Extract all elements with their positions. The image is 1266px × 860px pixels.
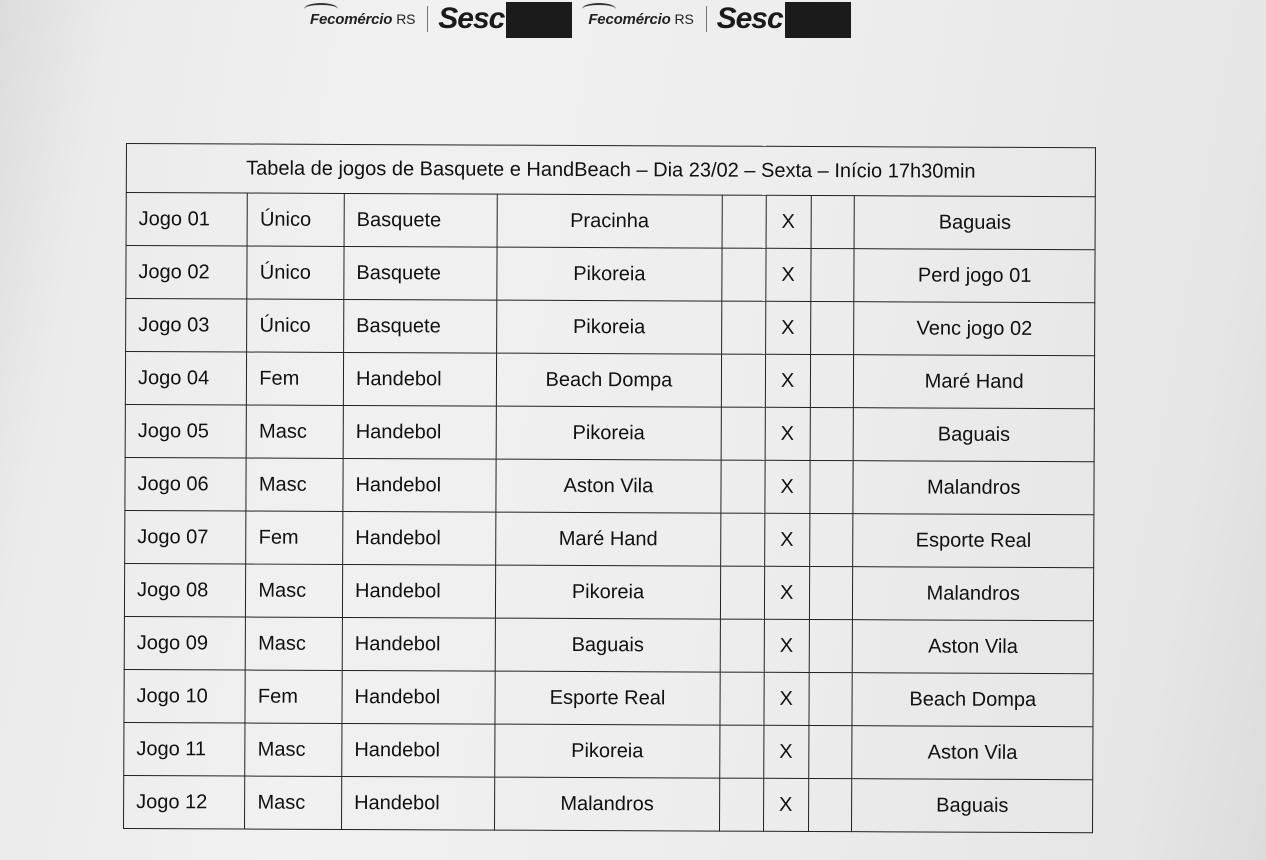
table-row <box>125 457 1094 514</box>
category-cell: Fem <box>247 352 344 405</box>
table-row <box>125 510 1094 567</box>
away-team-cell: Aston Vila <box>853 620 1094 674</box>
score-cell-away <box>810 301 854 354</box>
versus-cell: X <box>764 672 809 725</box>
sesc-logo: Sesc <box>716 2 783 35</box>
table-body <box>124 193 1096 833</box>
sesc-logo: Sesc <box>438 2 505 35</box>
away-team-cell: Malandros <box>853 461 1094 515</box>
table-row <box>126 193 1095 250</box>
score-cell-away <box>809 513 853 566</box>
away-team-cell: Beach Dompa <box>852 673 1093 727</box>
game-number-cell: Jogo 10 <box>124 669 246 723</box>
versus-cell: X <box>765 460 810 513</box>
versus-cell: X <box>766 195 811 248</box>
table-row <box>124 669 1093 726</box>
category-cell: Masc <box>246 458 343 511</box>
table-row <box>126 246 1095 303</box>
score-cell-away <box>809 566 853 619</box>
score-cell-away <box>810 407 854 460</box>
score-cell-home <box>720 619 764 672</box>
away-team-cell: Baguais <box>852 779 1093 833</box>
logo-divider <box>706 6 707 32</box>
versus-cell: X <box>764 513 809 566</box>
away-team-cell: Perd jogo 01 <box>854 249 1095 303</box>
sport-cell: Handebol <box>343 352 496 406</box>
game-number-cell: Jogo 07 <box>125 510 247 564</box>
score-cell-away <box>810 354 854 407</box>
sport-cell: Handebol <box>343 458 496 512</box>
category-cell: Único <box>247 246 344 299</box>
category-cell: Masc <box>246 617 343 670</box>
score-cell-home <box>722 195 766 248</box>
home-team-cell: Pikoreia <box>497 300 722 354</box>
away-team-cell: Venc jogo 02 <box>854 302 1095 356</box>
score-cell-away <box>808 725 852 778</box>
game-number-cell: Jogo 02 <box>126 246 248 300</box>
header-logos <box>300 0 857 40</box>
table-row <box>124 616 1093 673</box>
score-cell-home <box>720 725 764 778</box>
sport-cell: Handebol <box>343 511 496 565</box>
versus-cell: X <box>763 725 808 778</box>
home-team-cell: Pikoreia <box>496 406 721 460</box>
sport-cell: Basquete <box>344 193 497 247</box>
category-cell: Masc <box>245 723 342 776</box>
home-team-cell: Pracinha <box>497 194 722 248</box>
sesc-logo-block <box>506 2 572 38</box>
sport-cell: Handebol <box>342 617 495 671</box>
versus-cell: X <box>764 566 809 619</box>
score-cell-away <box>810 248 854 301</box>
score-cell-away <box>808 778 852 831</box>
game-number-cell: Jogo 11 <box>124 722 246 776</box>
score-cell-home <box>721 460 765 513</box>
category-cell: Único <box>247 193 344 246</box>
table-row <box>124 775 1093 832</box>
versus-cell: X <box>764 619 809 672</box>
versus-cell: X <box>765 301 810 354</box>
home-team-cell: Aston Vila <box>496 459 721 513</box>
game-number-cell: Jogo 03 <box>126 299 248 353</box>
away-team-cell: Aston Vila <box>852 726 1093 780</box>
fecomercio-logo: Fecomércio RS <box>300 11 423 28</box>
score-cell-away <box>811 195 855 248</box>
home-team-cell: Malandros <box>495 777 720 831</box>
away-team-cell: Baguais <box>854 196 1095 250</box>
home-team-cell: Esporte Real <box>495 671 720 725</box>
category-cell: Masc <box>246 564 343 617</box>
game-number-cell: Jogo 05 <box>125 404 247 458</box>
game-number-cell: Jogo 06 <box>125 457 247 511</box>
category-cell: Masc <box>245 776 342 829</box>
score-cell-away <box>808 672 852 725</box>
table-title: Tabela de jogos de Basquete e HandBeach – Dia 23/02 – Sexta – Início 17h30min <box>126 144 1095 197</box>
home-team-cell: Maré Hand <box>496 512 721 566</box>
table-row <box>125 352 1094 409</box>
away-team-cell: Malandros <box>853 567 1094 621</box>
table-row <box>126 299 1095 356</box>
score-cell-home <box>721 301 765 354</box>
sport-cell: Handebol <box>342 564 495 618</box>
versus-cell: X <box>763 778 808 831</box>
home-team-cell: Beach Dompa <box>496 353 721 407</box>
sport-cell: Handebol <box>343 405 496 459</box>
away-team-cell: Esporte Real <box>853 514 1094 568</box>
category-cell: Único <box>247 299 344 352</box>
sport-cell: Handebol <box>342 776 495 830</box>
home-team-cell: Pikoreia <box>497 247 722 301</box>
sport-cell: Handebol <box>342 670 495 724</box>
table-row <box>125 404 1094 461</box>
score-cell-away <box>809 460 853 513</box>
score-cell-home <box>722 248 766 301</box>
score-cell-home <box>720 513 764 566</box>
game-number-cell: Jogo 04 <box>125 352 247 406</box>
category-cell: Masc <box>246 405 343 458</box>
score-cell-home <box>721 407 765 460</box>
score-cell-home <box>720 566 764 619</box>
away-team-cell: Maré Hand <box>854 355 1095 409</box>
logo-divider <box>427 6 428 32</box>
sport-cell: Basquete <box>344 299 497 353</box>
score-cell-home <box>721 354 765 407</box>
home-team-cell: Pikoreia <box>495 724 720 778</box>
sport-cell: Handebol <box>342 723 495 777</box>
table-row <box>124 722 1093 779</box>
logo-group <box>300 0 572 38</box>
logo-group <box>578 0 850 38</box>
versus-cell: X <box>765 354 810 407</box>
sesc-logo-block <box>785 2 851 38</box>
score-cell-home <box>720 672 764 725</box>
category-cell: Fem <box>246 511 343 564</box>
home-team-cell: Pikoreia <box>496 565 721 619</box>
versus-cell: X <box>766 248 811 301</box>
home-team-cell: Baguais <box>495 618 720 672</box>
game-number-cell: Jogo 09 <box>124 616 246 670</box>
away-team-cell: Baguais <box>854 408 1095 462</box>
fecomercio-logo: Fecomércio RS <box>578 11 701 28</box>
table-row <box>124 563 1093 620</box>
game-number-cell: Jogo 01 <box>126 193 248 247</box>
game-number-cell: Jogo 08 <box>124 563 246 617</box>
sport-cell: Basquete <box>344 246 497 300</box>
score-cell-away <box>809 619 853 672</box>
score-cell-home <box>719 778 763 831</box>
game-number-cell: Jogo 12 <box>124 775 246 829</box>
versus-cell: X <box>765 407 810 460</box>
category-cell: Fem <box>245 670 342 723</box>
games-schedule-table <box>123 143 1096 833</box>
